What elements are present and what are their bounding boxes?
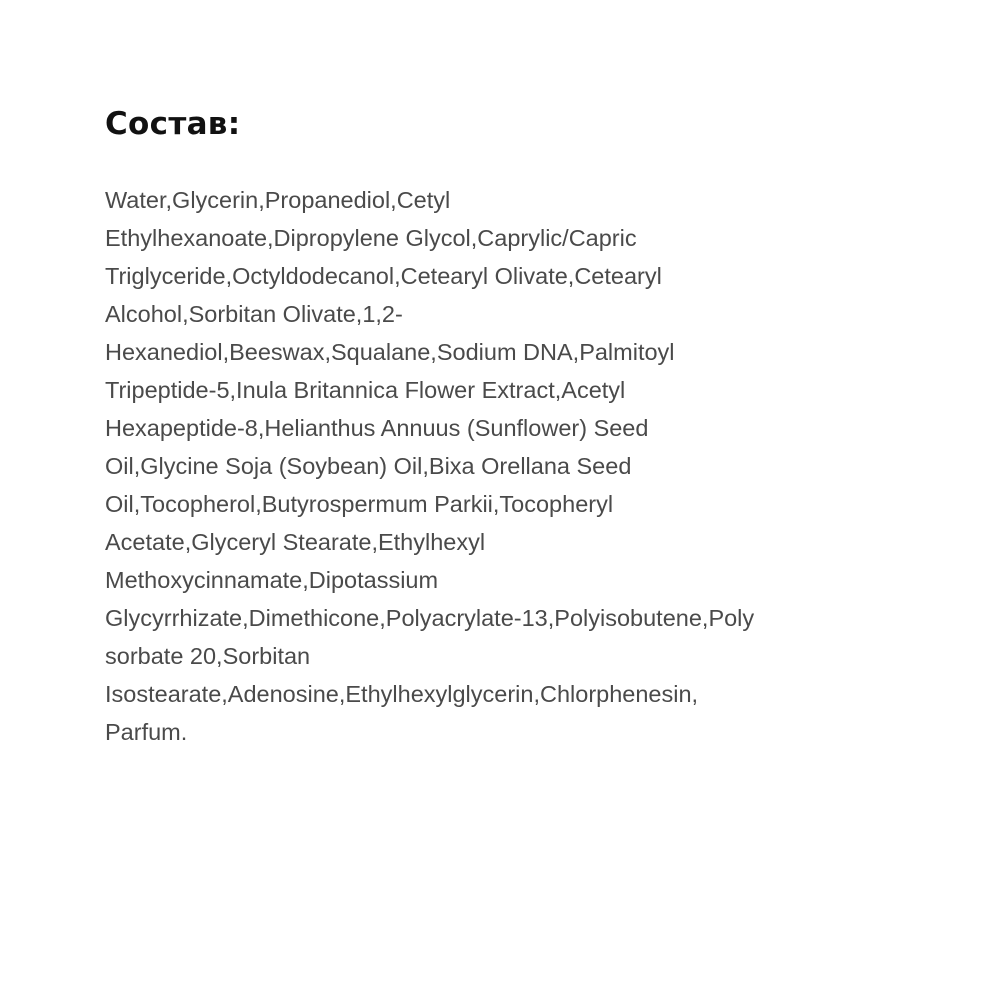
ingredients-line: Glycyrrhizate,Dimethicone,Polyacrylate-13,Polyisobutene,Poly <box>105 605 755 631</box>
composition-heading: Состав: <box>105 106 241 142</box>
ingredients-line: Tripeptide-5,Inula Britannica Flower Extract,Acetyl <box>105 377 626 403</box>
ingredients-line: Ethylhexanoate,Dipropylene Glycol,Caprylic/Capric <box>105 225 637 251</box>
ingredients-line: sorbate 20,Sorbitan <box>105 643 311 669</box>
ingredients-line: Parfum. <box>105 719 188 745</box>
ingredients-line: Oil,Glycine Soja (Soybean) Oil,Bixa Orellana Seed <box>105 453 632 479</box>
ingredients-line: Methoxycinnamate,Dipotassium <box>105 567 439 593</box>
ingredients-line: Isostearate,Adenosine,Ethylhexylglycerin,Chlorphenesin, <box>105 681 699 707</box>
ingredients-line: Water,Glycerin,Propanediol,Cetyl <box>105 187 451 213</box>
ingredients-line: Triglyceride,Octyldodecanol,Cetearyl Olivate,Cetearyl <box>105 263 662 289</box>
ingredients-line: Hexapeptide-8,Helianthus Annuus (Sunflower) Seed <box>105 415 649 441</box>
ingredients-line: Alcohol,Sorbitan Olivate,1,2- <box>105 301 403 327</box>
ingredients-line: Hexanediol,Beeswax,Squalane,Sodium DNA,Palmitoyl <box>105 339 675 365</box>
ingredients-line: Acetate,Glyceryl Stearate,Ethylhexyl <box>105 529 486 555</box>
ingredients-list <box>105 181 905 751</box>
ingredients-line: Oil,Tocopherol,Butyrospermum Parkii,Tocopheryl <box>105 491 614 517</box>
